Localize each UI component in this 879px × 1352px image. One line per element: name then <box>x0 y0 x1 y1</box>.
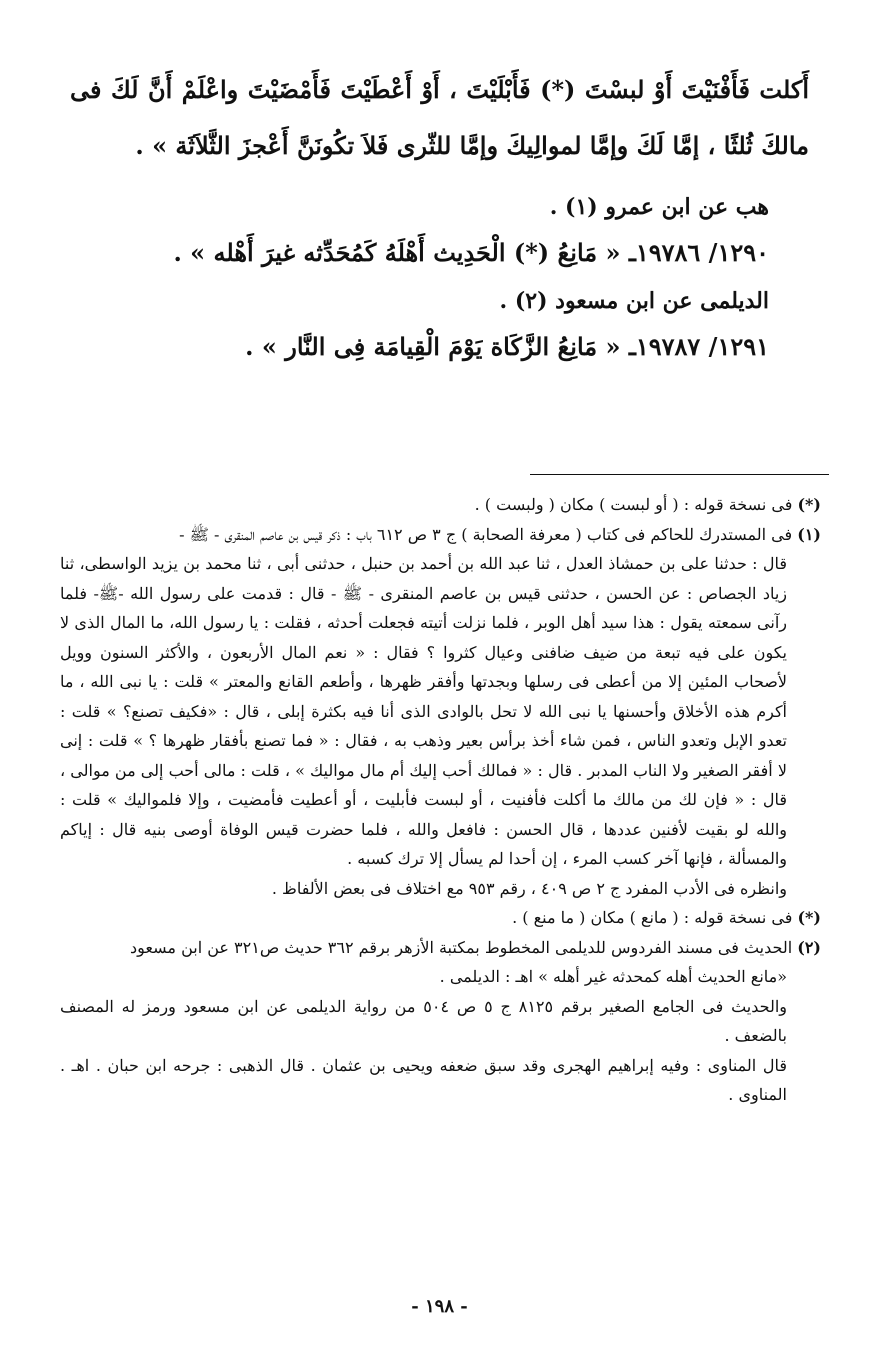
page-number: - ١٩٨ - <box>411 1296 468 1317</box>
footnote-extra: وانظره فى الأدب المفرد ج ٢ ص ٤٠٩ ، رقم ٩٥٣ مع اختلاف فى بعض الألفاظ . <box>271 878 787 898</box>
hadith-continuation: أَكلت فَأَفْنَيْتَ أَوْ لبسْتَ (*) فَأَبْلَيْتَ ، أَوْ أَعْطَيْتَ فَأَمْضَيْتَ واعْلَمْ أَنَّ لَكَ فى مالكَ ثُلثًا ، إمَّا لَكَ وإمَّا لموالِيكَ وإمَّا للثّرى فَلاَ تكُونَنَّ أَعْجزَ الثَّلاَثَة » . <box>70 75 809 160</box>
hadith-1290: ١٢٩٠/ ١٩٧٨٦ـ « مَانِعُ (*) الْحَدِيث أَهْلَهُ كَمُحَدِّثه غيرَ أَهْله » . <box>173 238 769 267</box>
source-reference-2: الديلمى عن ابن مسعود (٢) . <box>499 288 769 314</box>
footnote-text: فى نسخة قوله : ( مانع ) مكان ( ما منع ) . <box>512 908 793 927</box>
footnote-mark: (١) <box>797 524 821 544</box>
footnote-text: الحديث فى مسند الفردوس للديلمى المخطوط بمكتبة الأزهر برقم ٣٦٢ حديث ص٣٢١ عن ابن مسعود <box>130 937 793 957</box>
footnote-star-2 <box>60 903 821 933</box>
footnote-mark: (*) <box>797 495 821 514</box>
footnote-mark: (٢) <box>797 937 821 957</box>
footnote-extra-2: قال المناوى : وفيه إبراهيم الهجرى وقد سبق ضعفه ويحيى بن عثمان . قال الذهبى : جرحه ابن حبان . اهـ . المناوى . <box>60 1055 787 1104</box>
footnote-divider <box>530 474 829 475</box>
footnote-mark: (*) <box>797 908 821 927</box>
hadith-1291: ١٢٩١/ ١٩٧٨٧ـ « مَانِعُ الزَّكَاة يَوْمَ الْقِيامَة فِى النَّار » . <box>245 332 769 361</box>
footnote-star-1 <box>60 490 821 520</box>
footnote-1 <box>60 520 821 904</box>
source-reference-1: هب عن ابن عمرو (١) . <box>549 194 769 220</box>
main-text <box>70 62 809 378</box>
footnote-text: فى المستدرك للحاكم فى كتاب ( معرفة الصحابة ) ج ٣ ص ٦١٢ باب : ذكر قيس بن عاصم المنقرى - ﷺ - <box>179 524 793 544</box>
footnote-body: «مانع الحديث أهله كمحدثه غير أهله » اهـ : الديلمى . <box>439 967 787 986</box>
footnotes <box>60 490 821 1110</box>
footnote-body: قال : حدثنا على بن حمشاذ العدل ، ثنا عبد الله بن أحمد بن حنبل ، حدثنى أبى ، ثنا محمد بن يزيد الواسطى، ثنا زياد الجصاص : عن الحسن ، حدثنى قيس بن عاصم المنقرى - ﷺ - قال : قدمت على رسول الله -ﷺ- فلما رآنى سمعته يقول : هذا سيد أهل الوبر ، فلما نزلت أتيته فجعلت أحدثه ، فقلت : يا رسول الله، ما المال الذى لا يكون على فيه تبعة من ضيف ضافنى وعيال كثروا ؟ فقال : « نعم المال الأربعون ، والأكثر السنون وويل لأصحاب المئين إلا من أعطى فى رسلها وبجدتها وأفقر ظهرها ، وأطعم القانع والمعتر » قلت : يا نبى الله ، ما أكرم هذه الأخلاق وأحسنها يا نبى الله لا تحل بالوادى الذى أنا فيه بكثرة إبلى ، قال : «فكيف تصنع؟ » قلت : تعدو الإبل وتعدو الناس ، فمن شاء أخذ برأس بعير وذهب به ، فقال : « فما تصنع بأفقار ظهرها ؟ » قلت : إنى لا أفقر الصغير ولا الناب المدبر . قال : « فمالك أحب إليك أم مال مواليك » ، قلت : مالى أحب إلى من موالى ، قال : « فإن لك من مالك ما أكلت فأفنيت ، أو لبست فأبليت ، أو أعطيت فأمضيت ، وإلا فلمواليك » قلت : والله لو بقيت لأفنين عددها ، قال الحسن : فافعل والله ، فلما حضرت قيس الوفاة أوصى بنيه قال : إياكم والمسألة ، فإنها آخر كسب المرء ، إن أحدا لم يسأل إلا ترك كسبه . <box>60 554 788 868</box>
footnote-2 <box>60 933 821 1110</box>
footnote-extra: والحديث فى الجامع الصغير برقم ٨١٢٥ ج ٥ ص ٥٠٤ من رواية الديلمى عن ابن مسعود ورمز له المصنف بالضعف . <box>60 996 788 1045</box>
footnote-text: فى نسخة قوله : ( أو لبست ) مكان ( ولبست ) . <box>474 495 793 514</box>
